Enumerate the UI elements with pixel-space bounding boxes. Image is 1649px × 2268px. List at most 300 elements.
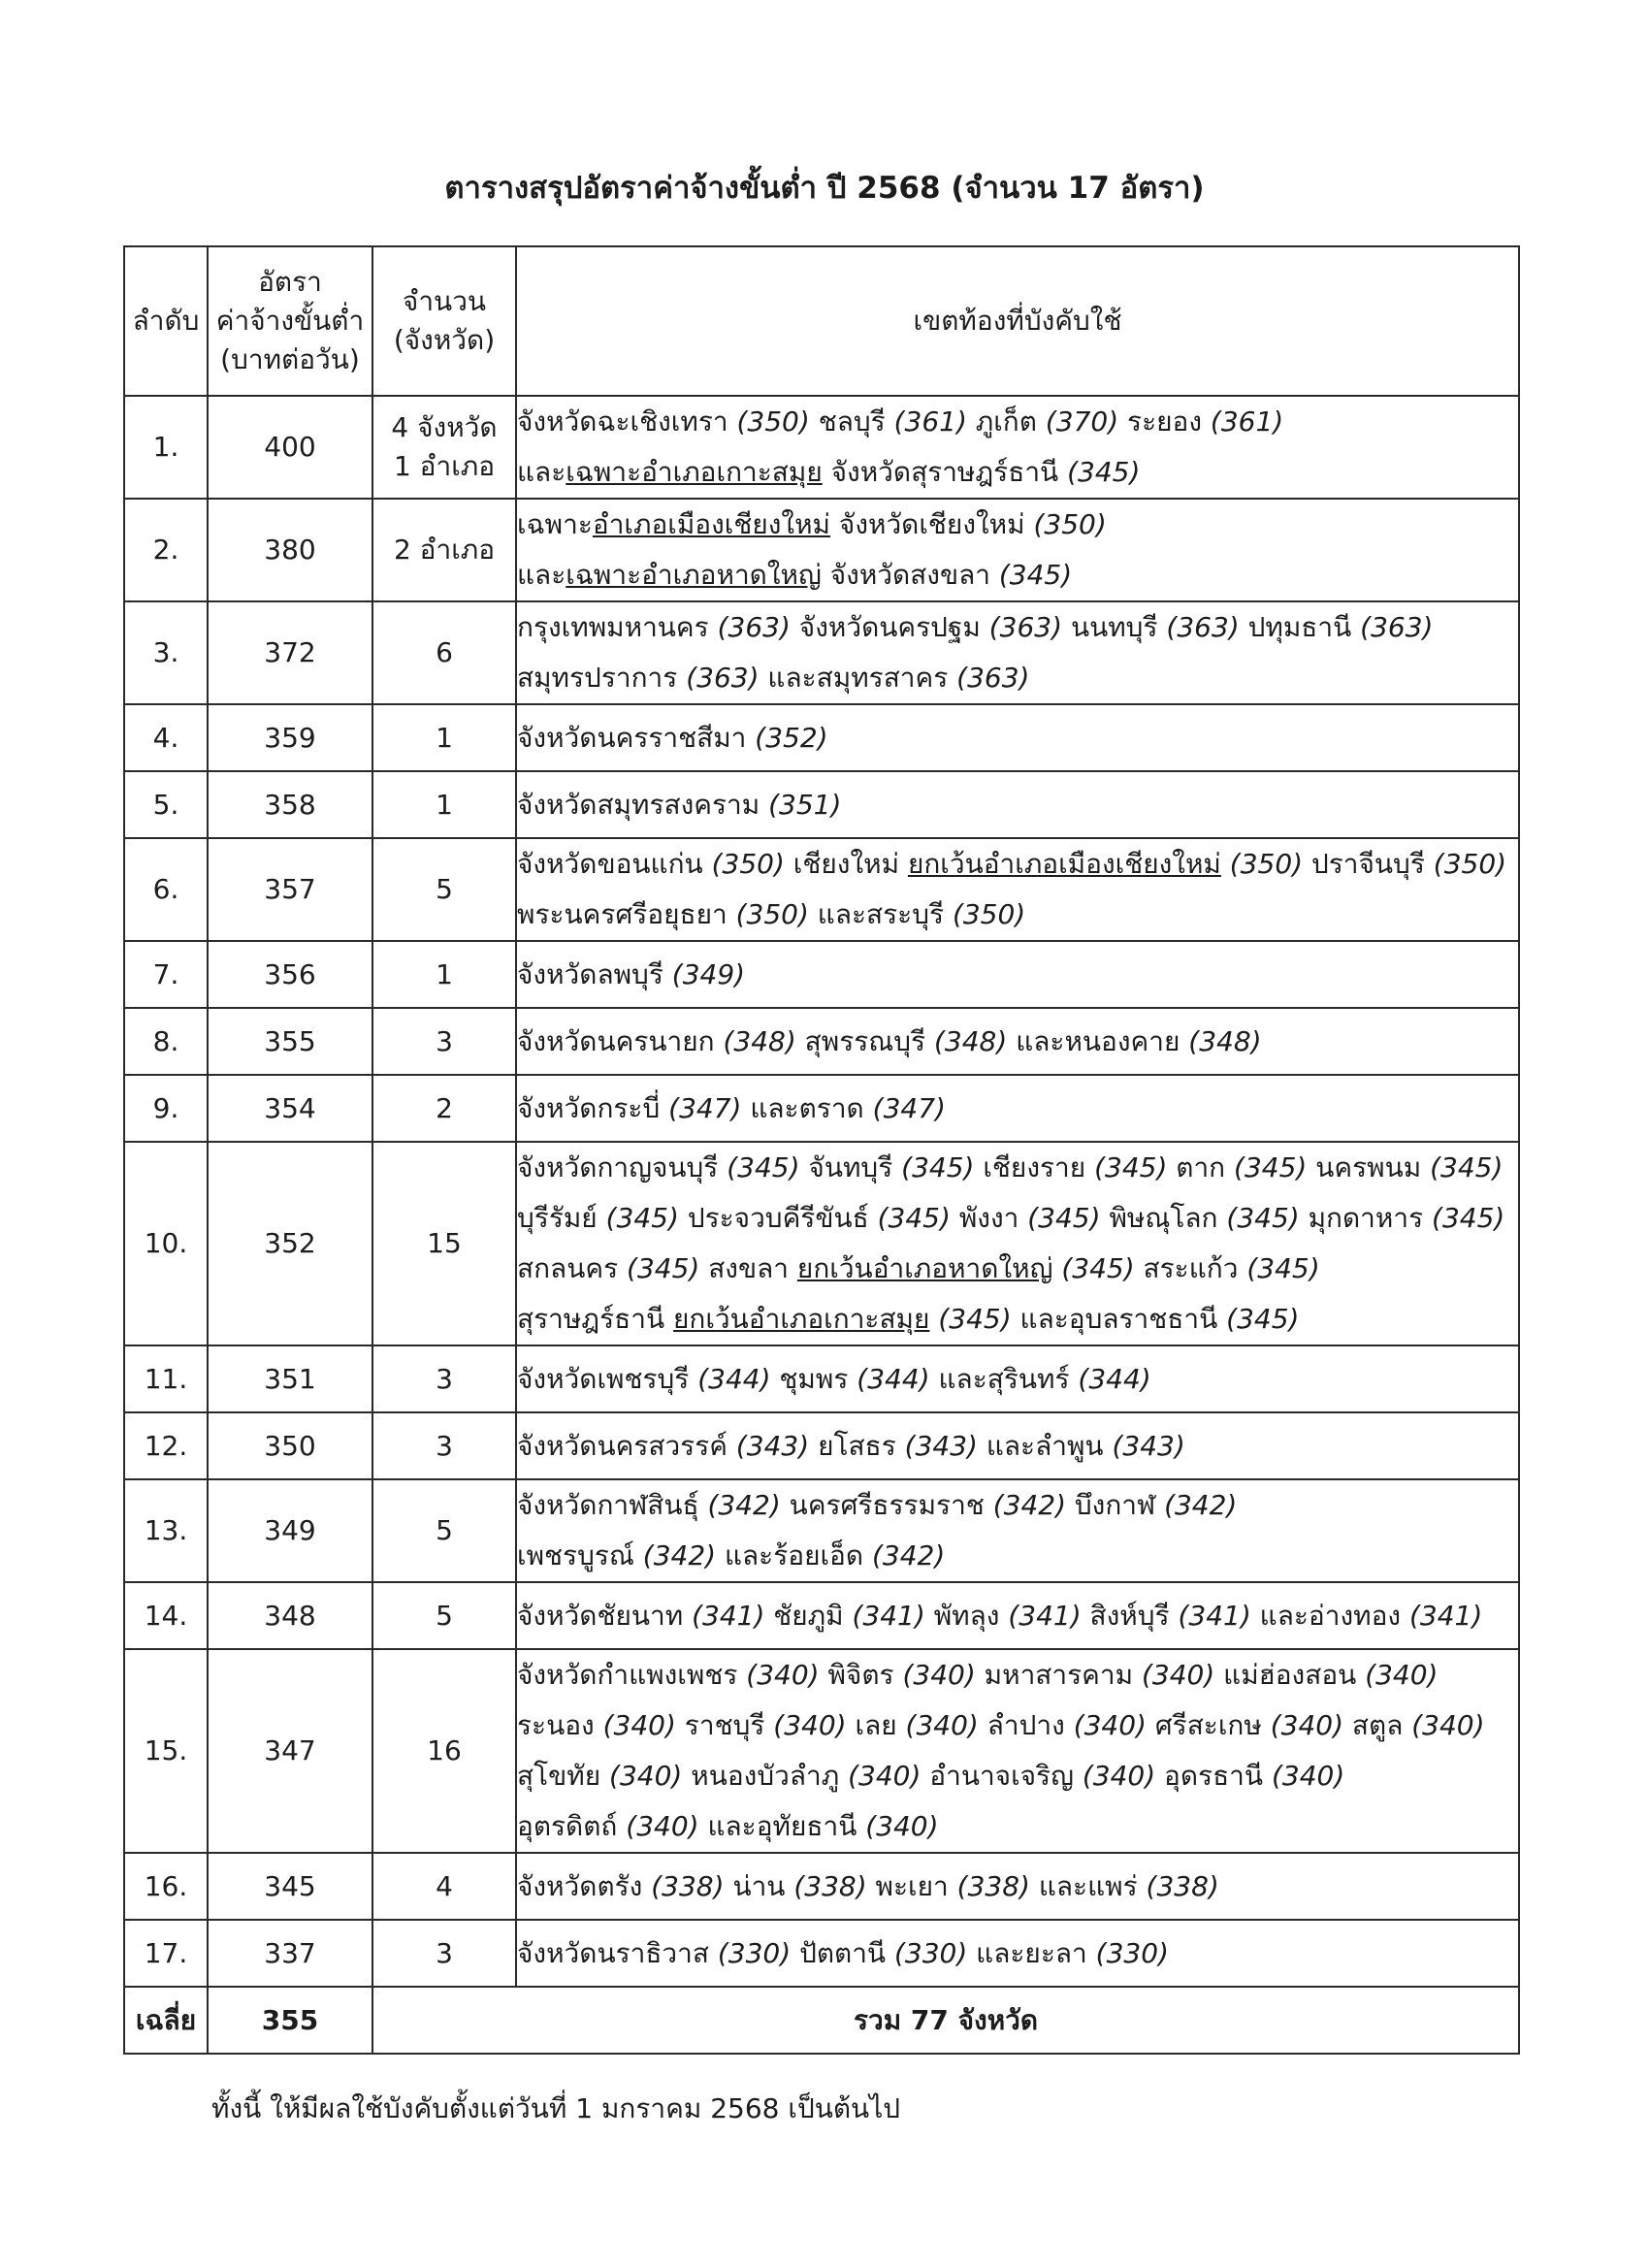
area-text: อุดรธานี <box>1155 1760 1272 1792</box>
area-text: และอุทัยธานี <box>698 1810 866 1842</box>
area-rate: (342) <box>992 1489 1066 1521</box>
row-count <box>372 601 516 704</box>
area-rate: (344) <box>857 1362 930 1395</box>
area-line <box>517 653 1518 703</box>
row-order: 7. <box>124 941 208 1008</box>
area-text: ชัยภูมิ <box>764 1599 853 1632</box>
area-text: จังหวัดกาญจนบุรี <box>517 1151 728 1183</box>
area-text: ตาก <box>1167 1151 1235 1183</box>
row-count-line: 6 <box>436 636 453 668</box>
effective-date-note: ทั้งนี้ ให้มีผลใช้บังคับตั้งแต่วันที่ 1 มกราคม 2568 เป็นต้นไป <box>211 2092 901 2124</box>
table-row <box>124 1075 1519 1142</box>
area-text: น่าน <box>724 1869 794 1902</box>
header-area-label: เขตท้องที่บังคับใช้ <box>913 305 1122 337</box>
area-rate: (338) <box>1146 1869 1219 1902</box>
area-text: จังหวัดลพบุรี <box>517 957 672 990</box>
area-rate: (348) <box>934 1024 1008 1057</box>
area-district: อำเภอเมืองเชียงใหม่ <box>592 508 831 540</box>
row-areas <box>516 1582 1519 1649</box>
row-count-line: 1 <box>436 721 453 754</box>
area-rate: (340) <box>1073 1709 1147 1741</box>
area-text: และสมุทรสาคร <box>759 662 957 694</box>
area-line <box>517 1801 1518 1852</box>
area-text: ปัตตานี <box>791 1936 894 1969</box>
area-text: ระยอง <box>1118 405 1211 437</box>
area-rate: (340) <box>602 1709 676 1741</box>
area-line <box>517 1480 1518 1531</box>
row-order: 1. <box>124 396 208 499</box>
area-rate: (361) <box>1210 405 1284 437</box>
row-order: 9. <box>124 1075 208 1142</box>
header-rate-line: อัตรา <box>258 266 322 298</box>
area-rate: (345) <box>901 1151 975 1183</box>
row-count-line: 2 <box>436 1091 453 1124</box>
area-text: จังหวัดขอนแก่น <box>517 848 712 880</box>
area-rate: (345) <box>1226 1303 1300 1335</box>
table-row <box>124 704 1519 771</box>
area-text: จังหวัดนครปฐม <box>790 611 989 643</box>
row-count <box>372 1479 516 1582</box>
area-rate: (341) <box>1408 1599 1483 1632</box>
area-line <box>517 839 1518 890</box>
area-rate: (338) <box>956 1869 1030 1902</box>
area-text: สตูล <box>1343 1709 1412 1741</box>
area-rate: (340) <box>902 1659 976 1691</box>
row-count-line: 3 <box>436 1362 453 1395</box>
area-rate: (342) <box>1164 1489 1238 1521</box>
table-row <box>124 601 1519 704</box>
area-text: พระนครศรีอยุธยา <box>517 898 736 930</box>
area-rate: (350) <box>952 898 1026 930</box>
area-text: เฉพาะ <box>517 508 593 540</box>
area-rate: (341) <box>692 1599 765 1632</box>
area-text: ระนอง <box>517 1709 603 1741</box>
row-count <box>372 1345 516 1412</box>
area-rate: (345) <box>1061 1252 1135 1284</box>
area-line <box>517 1591 1518 1641</box>
area-district: ยกเว้นอำเภอเกาะสมุย <box>673 1303 930 1335</box>
area-rate: (350) <box>711 848 785 880</box>
area-text: และร้อยเอ็ด <box>716 1539 872 1571</box>
row-count-line: 1 อำเภอ <box>393 450 496 482</box>
area-text: อำนาจเจริญ <box>921 1760 1083 1792</box>
row-count-line: 16 <box>427 1734 462 1766</box>
area-text: สิงห์บุรี <box>1081 1599 1179 1632</box>
area-rate: (340) <box>1141 1659 1215 1691</box>
area-text: เลย <box>846 1709 906 1741</box>
table-row <box>124 771 1519 838</box>
area-text: จังหวัดสมุทรสงคราม <box>517 788 769 821</box>
row-areas <box>516 838 1519 941</box>
area-text: สงขลา <box>699 1252 797 1284</box>
area-rate: (345) <box>1067 456 1141 488</box>
area-rate: (340) <box>609 1760 683 1792</box>
area-text: จังหวัดกระบี่ <box>517 1091 669 1124</box>
row-areas <box>516 1412 1519 1479</box>
header-count-line: (จังหวัด) <box>393 324 496 356</box>
area-rate: (330) <box>717 1936 792 1969</box>
area-line <box>517 1650 1518 1701</box>
area-line <box>517 1751 1518 1801</box>
area-rate: (340) <box>773 1709 847 1741</box>
row-areas <box>516 704 1519 771</box>
row-areas <box>516 1142 1519 1345</box>
area-line <box>517 1294 1518 1345</box>
row-order: 15. <box>124 1649 208 1853</box>
area-rate: (345) <box>1226 1202 1300 1234</box>
table-row <box>124 941 1519 1008</box>
area-text: ราชบุรี <box>675 1709 774 1741</box>
area-rate: (341) <box>852 1599 925 1632</box>
area-text <box>1221 848 1230 880</box>
row-rate: 355 <box>208 1008 372 1075</box>
area-rate: (340) <box>905 1709 979 1741</box>
row-count-line: 4 จังหวัด <box>391 411 498 443</box>
area-rate: (349) <box>671 957 746 990</box>
row-count-line: 1 <box>436 788 453 821</box>
area-rate: (345) <box>1234 1151 1308 1183</box>
area-line <box>517 1928 1518 1979</box>
area-line <box>517 1193 1518 1244</box>
table-row <box>124 1345 1519 1412</box>
area-rate: (345) <box>627 1252 700 1284</box>
header-order <box>124 246 208 396</box>
area-text: จังหวัดสงขลา <box>821 559 999 591</box>
average-value: 355 <box>208 1987 372 2054</box>
area-line <box>517 397 1518 447</box>
table-row <box>124 1649 1519 1853</box>
row-count-line: 3 <box>436 1936 453 1969</box>
area-text: จังหวัดฉะเชิงเทรา <box>517 405 737 437</box>
area-text: ชลบุรี <box>809 405 894 437</box>
area-rate: (345) <box>1432 1202 1505 1234</box>
area-rate: (341) <box>1178 1599 1251 1632</box>
row-order: 8. <box>124 1008 208 1075</box>
row-count <box>372 771 516 838</box>
area-line <box>517 1421 1518 1472</box>
area-line <box>517 500 1518 550</box>
area-text: จังหวัดนครสวรรค์ <box>517 1429 736 1462</box>
table-row <box>124 1582 1519 1649</box>
area-rate: (340) <box>865 1810 939 1842</box>
area-rate: (348) <box>1188 1024 1262 1057</box>
row-count <box>372 1075 516 1142</box>
area-text <box>929 1303 938 1335</box>
row-rate: 350 <box>208 1412 372 1479</box>
area-text: สุโขทัย <box>517 1760 610 1792</box>
summary-row <box>124 1987 1519 2054</box>
area-text: และสุรินทร์ <box>929 1362 1079 1395</box>
area-rate: (330) <box>893 1936 968 1969</box>
area-rate: (345) <box>998 559 1073 591</box>
area-text: มุกดาหาร <box>1299 1202 1433 1234</box>
area-rate: (347) <box>668 1091 742 1124</box>
row-order: 10. <box>124 1142 208 1345</box>
area-rate: (345) <box>1094 1151 1168 1183</box>
row-areas <box>516 1479 1519 1582</box>
area-text: ประจวบคีรีขันธ์ <box>678 1202 878 1234</box>
area-rate: (342) <box>642 1539 717 1571</box>
row-count <box>372 1142 516 1345</box>
area-line <box>517 1862 1518 1912</box>
area-rate: (345) <box>605 1202 679 1234</box>
row-count <box>372 941 516 1008</box>
row-order: 12. <box>124 1412 208 1479</box>
area-text: ชุมพร <box>770 1362 857 1395</box>
row-areas <box>516 499 1519 601</box>
area-text: สุพรรณบุรี <box>795 1024 934 1057</box>
header-area <box>516 246 1519 396</box>
table-row <box>124 1008 1519 1075</box>
area-text: และยะลา <box>967 1936 1096 1969</box>
area-line <box>517 1143 1518 1193</box>
area-text: ภูเก็ต <box>966 405 1046 437</box>
area-line <box>517 1531 1518 1581</box>
area-rate: (340) <box>1365 1659 1439 1691</box>
row-order: 11. <box>124 1345 208 1412</box>
area-rate: (345) <box>1027 1202 1101 1234</box>
area-rate: (351) <box>768 788 842 821</box>
area-text: จันทบุรี <box>799 1151 902 1183</box>
table-row <box>124 838 1519 941</box>
area-line <box>517 550 1518 600</box>
header-count <box>372 246 516 396</box>
area-line <box>517 890 1518 940</box>
table-row <box>124 1479 1519 1582</box>
row-order: 6. <box>124 838 208 941</box>
area-line <box>517 447 1518 498</box>
area-rate: (343) <box>1112 1429 1185 1462</box>
area-rate: (341) <box>1008 1599 1082 1632</box>
row-areas <box>516 771 1519 838</box>
row-areas <box>516 1649 1519 1853</box>
area-line <box>517 1354 1518 1405</box>
area-line <box>517 1017 1518 1067</box>
row-count-line: 2 อำเภอ <box>393 534 496 566</box>
area-text: นครศรีธรรมราช <box>780 1489 993 1521</box>
area-text: พะเยา <box>866 1869 957 1902</box>
row-count-line: 5 <box>436 1514 453 1546</box>
area-rate: (338) <box>793 1869 867 1902</box>
area-text: จังหวัดเชียงใหม่ <box>830 508 1034 540</box>
row-rate: 345 <box>208 1853 372 1920</box>
area-text: เชียงใหม่ <box>784 848 908 880</box>
area-line <box>517 1244 1518 1294</box>
table-row <box>124 396 1519 499</box>
row-count <box>372 838 516 941</box>
row-areas <box>516 1075 1519 1142</box>
table-row <box>124 499 1519 601</box>
row-count <box>372 1649 516 1853</box>
area-text: จังหวัดเพชรบุรี <box>517 1362 698 1395</box>
area-text: จังหวัดนครราชสีมา <box>517 721 756 754</box>
area-text: จังหวัดกำแพงเพชร <box>517 1659 747 1691</box>
row-rate: 400 <box>208 396 372 499</box>
area-text: นนทบุรี <box>1062 611 1167 643</box>
row-rate: 349 <box>208 1479 372 1582</box>
area-rate: (350) <box>736 405 810 437</box>
area-rate: (347) <box>872 1091 946 1124</box>
row-order: 14. <box>124 1582 208 1649</box>
header-row <box>124 246 1519 396</box>
row-order: 17. <box>124 1920 208 1987</box>
area-rate: (345) <box>877 1202 951 1234</box>
area-text: และ <box>517 456 566 488</box>
row-rate: 356 <box>208 941 372 1008</box>
area-text: และ <box>517 559 566 591</box>
area-text: จังหวัดชัยนาท <box>517 1599 693 1632</box>
area-rate: (345) <box>1430 1151 1504 1183</box>
row-rate: 337 <box>208 1920 372 1987</box>
row-order: 5. <box>124 771 208 838</box>
row-rate: 357 <box>208 838 372 941</box>
row-areas <box>516 1920 1519 1987</box>
row-count <box>372 1412 516 1479</box>
area-text: และหนองคาย <box>1007 1024 1189 1057</box>
row-count <box>372 396 516 499</box>
header-rate-line: ค่าจ้างขั้นต่ำ <box>215 305 365 337</box>
row-areas <box>516 1008 1519 1075</box>
area-text: กรุงเทพมหานคร <box>517 611 718 643</box>
area-text: สุราษฎร์ธานี <box>517 1303 673 1335</box>
area-rate: (363) <box>686 662 760 694</box>
area-text: และตราด <box>741 1091 873 1124</box>
area-rate: (344) <box>697 1362 771 1395</box>
area-district: ยกเว้นอำเภอเมืองเชียงใหม่ <box>907 848 1221 880</box>
area-text: อุตรดิตถ์ <box>517 1810 627 1842</box>
row-rate: 347 <box>208 1649 372 1853</box>
area-text: มหาสารคาม <box>975 1659 1142 1691</box>
area-rate: (340) <box>1411 1709 1485 1741</box>
area-text: สระแก้ว <box>1134 1252 1247 1284</box>
area-text: หนองบัวลำภู <box>682 1760 849 1792</box>
area-rate: (363) <box>1166 611 1240 643</box>
row-rate: 380 <box>208 499 372 601</box>
area-rate: (340) <box>746 1659 820 1691</box>
area-text: สมุทรปราการ <box>517 662 687 694</box>
area-rate: (350) <box>1033 508 1107 540</box>
area-rate: (342) <box>707 1489 781 1521</box>
area-rate: (344) <box>1078 1362 1151 1395</box>
area-text: จังหวัดนครนายก <box>517 1024 724 1057</box>
row-count-line: 1 <box>436 957 453 990</box>
area-text: และแพร่ <box>1029 1869 1147 1902</box>
area-district: ยกเว้นอำเภอหาดใหญ่ <box>796 1252 1053 1284</box>
area-rate: (342) <box>871 1539 946 1571</box>
row-count-line: 3 <box>436 1429 453 1462</box>
row-count-line: 5 <box>436 873 453 905</box>
area-text: พิษณุโลก <box>1100 1202 1227 1234</box>
row-count <box>372 1582 516 1649</box>
area-rate: (363) <box>717 611 791 643</box>
area-rate: (345) <box>938 1303 1012 1335</box>
area-text: พัทลุง <box>924 1599 1009 1632</box>
row-areas <box>516 941 1519 1008</box>
area-text: ลำปาง <box>978 1709 1074 1741</box>
area-line <box>517 602 1518 653</box>
total-provinces: รวม 77 จังหวัด <box>372 1987 1519 2054</box>
area-rate: (343) <box>904 1429 978 1462</box>
area-text: และลำพูน <box>977 1429 1113 1462</box>
table-body <box>124 396 1519 1987</box>
area-rate: (363) <box>988 611 1063 643</box>
area-rate: (343) <box>735 1429 810 1462</box>
area-text: ศรีสะเกษ <box>1146 1709 1271 1741</box>
row-order: 13. <box>124 1479 208 1582</box>
average-label: เฉลี่ย <box>124 1987 208 2054</box>
area-text: ปราจีนบุรี <box>1303 848 1434 880</box>
area-text: บึงกาฬ <box>1066 1489 1165 1521</box>
area-text: นครพนม <box>1307 1151 1431 1183</box>
area-rate: (363) <box>1360 611 1434 643</box>
page-title: ตารางสรุปอัตราค่าจ้างขั้นต่ำ ปี 2568 (จำนวน 17 อัตรา) <box>444 171 1205 206</box>
row-count-line: 3 <box>436 1024 453 1057</box>
area-rate: (352) <box>755 721 828 754</box>
row-count <box>372 1920 516 1987</box>
row-areas <box>516 1345 1519 1412</box>
row-areas <box>516 396 1519 499</box>
row-areas <box>516 601 1519 704</box>
row-count <box>372 704 516 771</box>
area-line <box>517 713 1518 763</box>
area-rate: (350) <box>735 898 809 930</box>
row-count <box>372 1008 516 1075</box>
area-text: เชียงราย <box>974 1151 1095 1183</box>
area-rate: (340) <box>1082 1760 1156 1792</box>
row-order: 16. <box>124 1853 208 1920</box>
row-rate: 354 <box>208 1075 372 1142</box>
area-text: แม่ฮ่องสอน <box>1214 1659 1366 1691</box>
area-rate: (350) <box>1229 848 1304 880</box>
area-text: บุรีรัมย์ <box>517 1202 606 1234</box>
table-row <box>124 1920 1519 1987</box>
row-rate: 348 <box>208 1582 372 1649</box>
table-row <box>124 1142 1519 1345</box>
header-order-label: ลำดับ <box>132 305 200 337</box>
area-rate: (330) <box>1095 1936 1169 1969</box>
area-district: เฉพาะอำเภอหาดใหญ่ <box>566 559 822 591</box>
row-count-line: 5 <box>436 1599 453 1632</box>
area-line <box>517 950 1518 1000</box>
row-count-line: 15 <box>427 1227 462 1259</box>
area-rate: (340) <box>1270 1709 1344 1741</box>
row-order: 3. <box>124 601 208 704</box>
area-rate: (338) <box>651 1869 725 1902</box>
header-rate <box>208 246 372 396</box>
area-rate: (370) <box>1045 405 1119 437</box>
row-rate: 359 <box>208 704 372 771</box>
area-text: พิจิตร <box>819 1659 903 1691</box>
row-rate: 351 <box>208 1345 372 1412</box>
area-text: จังหวัดสุราษฎร์ธานี <box>822 456 1068 488</box>
area-line <box>517 1084 1518 1134</box>
table-row <box>124 1412 1519 1479</box>
area-rate: (350) <box>1433 848 1507 880</box>
minimum-wage-table <box>123 245 1520 2055</box>
area-text: และอ่างทอง <box>1250 1599 1409 1632</box>
header-count-line: จำนวน <box>402 285 487 317</box>
area-text: ยโสธร <box>809 1429 905 1462</box>
row-count-line: 4 <box>436 1869 453 1902</box>
area-line <box>517 780 1518 830</box>
row-order: 4. <box>124 704 208 771</box>
area-text <box>1052 1252 1061 1284</box>
area-text: พังงา <box>950 1202 1028 1234</box>
area-text: และสระบุรี <box>808 898 953 930</box>
row-rate: 358 <box>208 771 372 838</box>
row-areas <box>516 1853 1519 1920</box>
header-rate-line: (บาทต่อวัน) <box>220 343 360 375</box>
